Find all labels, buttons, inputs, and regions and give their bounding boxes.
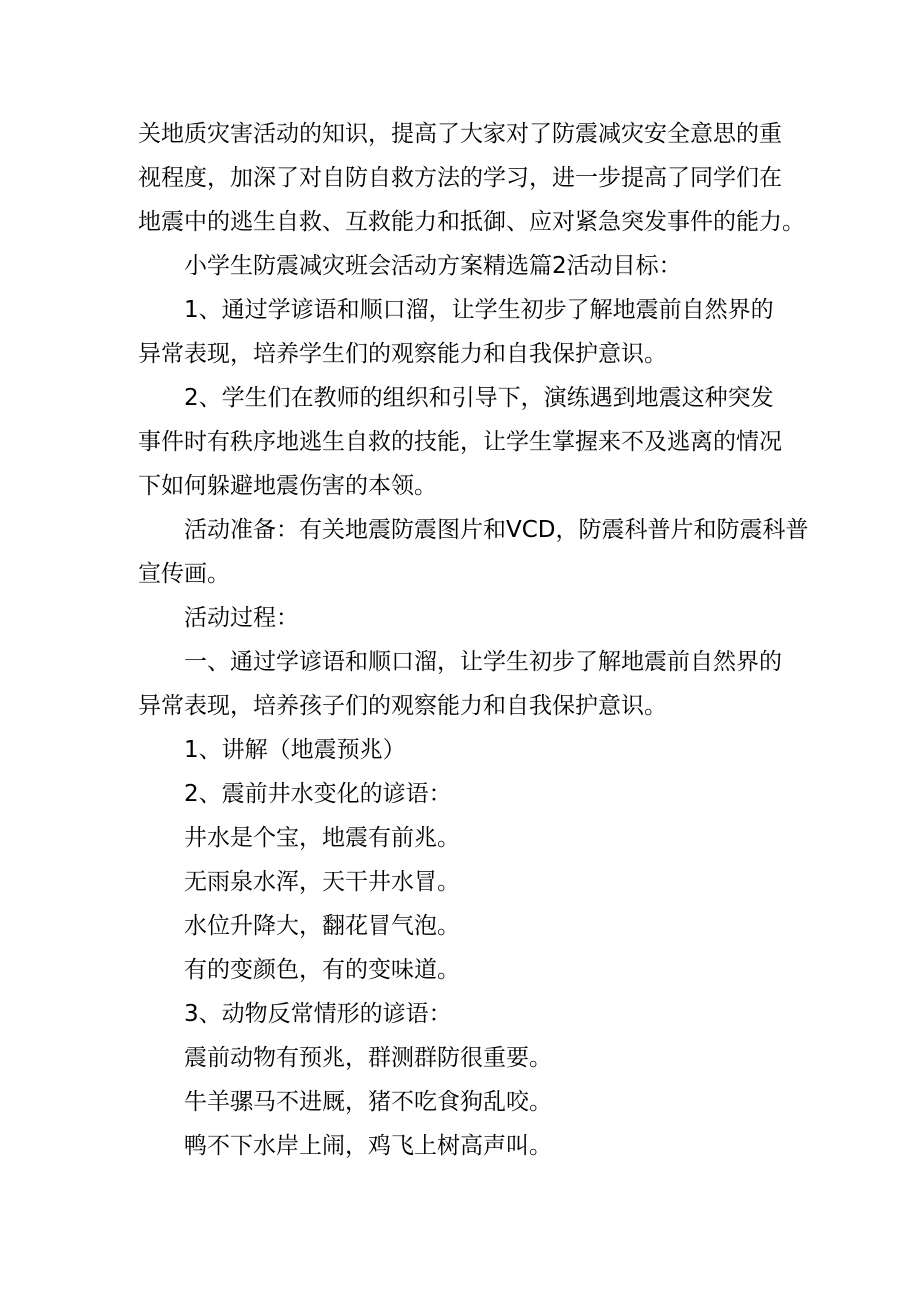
text-line: 鸭不下水岸上闹，鸡飞上树高声叫。 bbox=[184, 1133, 552, 1159]
text-line: 井水是个宝，地震有前兆。 bbox=[184, 825, 460, 851]
verse-line bbox=[138, 904, 798, 948]
text-line: 活动准备：有关地震防震图片和VCD，防震科普片和防震科普 bbox=[184, 517, 809, 543]
text-line: 有的变颜色，有的变味道。 bbox=[184, 957, 460, 983]
text-line: 1、讲解（地震预兆） bbox=[184, 737, 406, 763]
text-line: 事件时有秩序地逃生自救的技能，让学生掌握来不及逃离的情况 bbox=[138, 429, 782, 455]
verse-line bbox=[138, 1124, 798, 1168]
text-line: 一、通过学谚语和顺口溜，让学生初步了解地震前自然界的 bbox=[184, 649, 782, 675]
text-line: 地震中的逃生自救、互救能力和抵御、应对紧急突发事件的能力。 bbox=[138, 209, 805, 235]
text-line: 2、学生们在教师的组织和引导下，演练遇到地震这种突发 bbox=[184, 385, 774, 411]
text-line: 无雨泉水浑，天干井水冒。 bbox=[184, 869, 460, 895]
paragraph bbox=[138, 508, 809, 596]
text-line: 3、动物反常情形的谚语： bbox=[184, 1001, 452, 1027]
paragraph bbox=[138, 596, 798, 640]
document-body bbox=[138, 112, 809, 1168]
text-line: 活动过程： bbox=[184, 605, 299, 631]
verse-line bbox=[138, 816, 798, 860]
list-item bbox=[138, 728, 798, 772]
text-line: 水位升降大，翻花冒气泡。 bbox=[184, 913, 460, 939]
paragraph bbox=[138, 640, 798, 728]
text-line: 牛羊骡马不进厩，猪不吃食狗乱咬。 bbox=[184, 1089, 552, 1115]
text-line: 震前动物有预兆，群测群防很重要。 bbox=[184, 1045, 552, 1071]
list-item bbox=[138, 772, 798, 816]
text-line: 下如何躲避地震伤害的本领。 bbox=[138, 473, 437, 499]
paragraph bbox=[138, 288, 798, 376]
text-line: 关地质灾害活动的知识，提高了大家对了防震减灾安全意思的重 bbox=[138, 121, 782, 147]
text-line: 小学生防震减灾班会活动方案精选篇2活动目标： bbox=[184, 253, 682, 279]
text-line: 异常表现，培养孩子们的观察能力和自我保护意识。 bbox=[138, 693, 667, 719]
verse-line bbox=[138, 1036, 798, 1080]
verse-line bbox=[138, 1080, 798, 1124]
verse-line bbox=[138, 860, 798, 904]
list-item bbox=[138, 992, 798, 1036]
text-line: 异常表现，培养学生们的观察能力和自我保护意识。 bbox=[138, 341, 667, 367]
verse-line bbox=[138, 948, 798, 992]
section-heading bbox=[138, 244, 798, 288]
text-line: 宣传画。 bbox=[138, 561, 230, 587]
text-line: 1、通过学谚语和顺口溜，让学生初步了解地震前自然界的 bbox=[184, 297, 774, 323]
paragraph bbox=[138, 112, 805, 244]
paragraph bbox=[138, 376, 798, 508]
text-line: 视程度，加深了对自防自救方法的学习，进一步提高了同学们在 bbox=[138, 165, 782, 191]
text-line: 2、震前井水变化的谚语： bbox=[184, 781, 452, 807]
